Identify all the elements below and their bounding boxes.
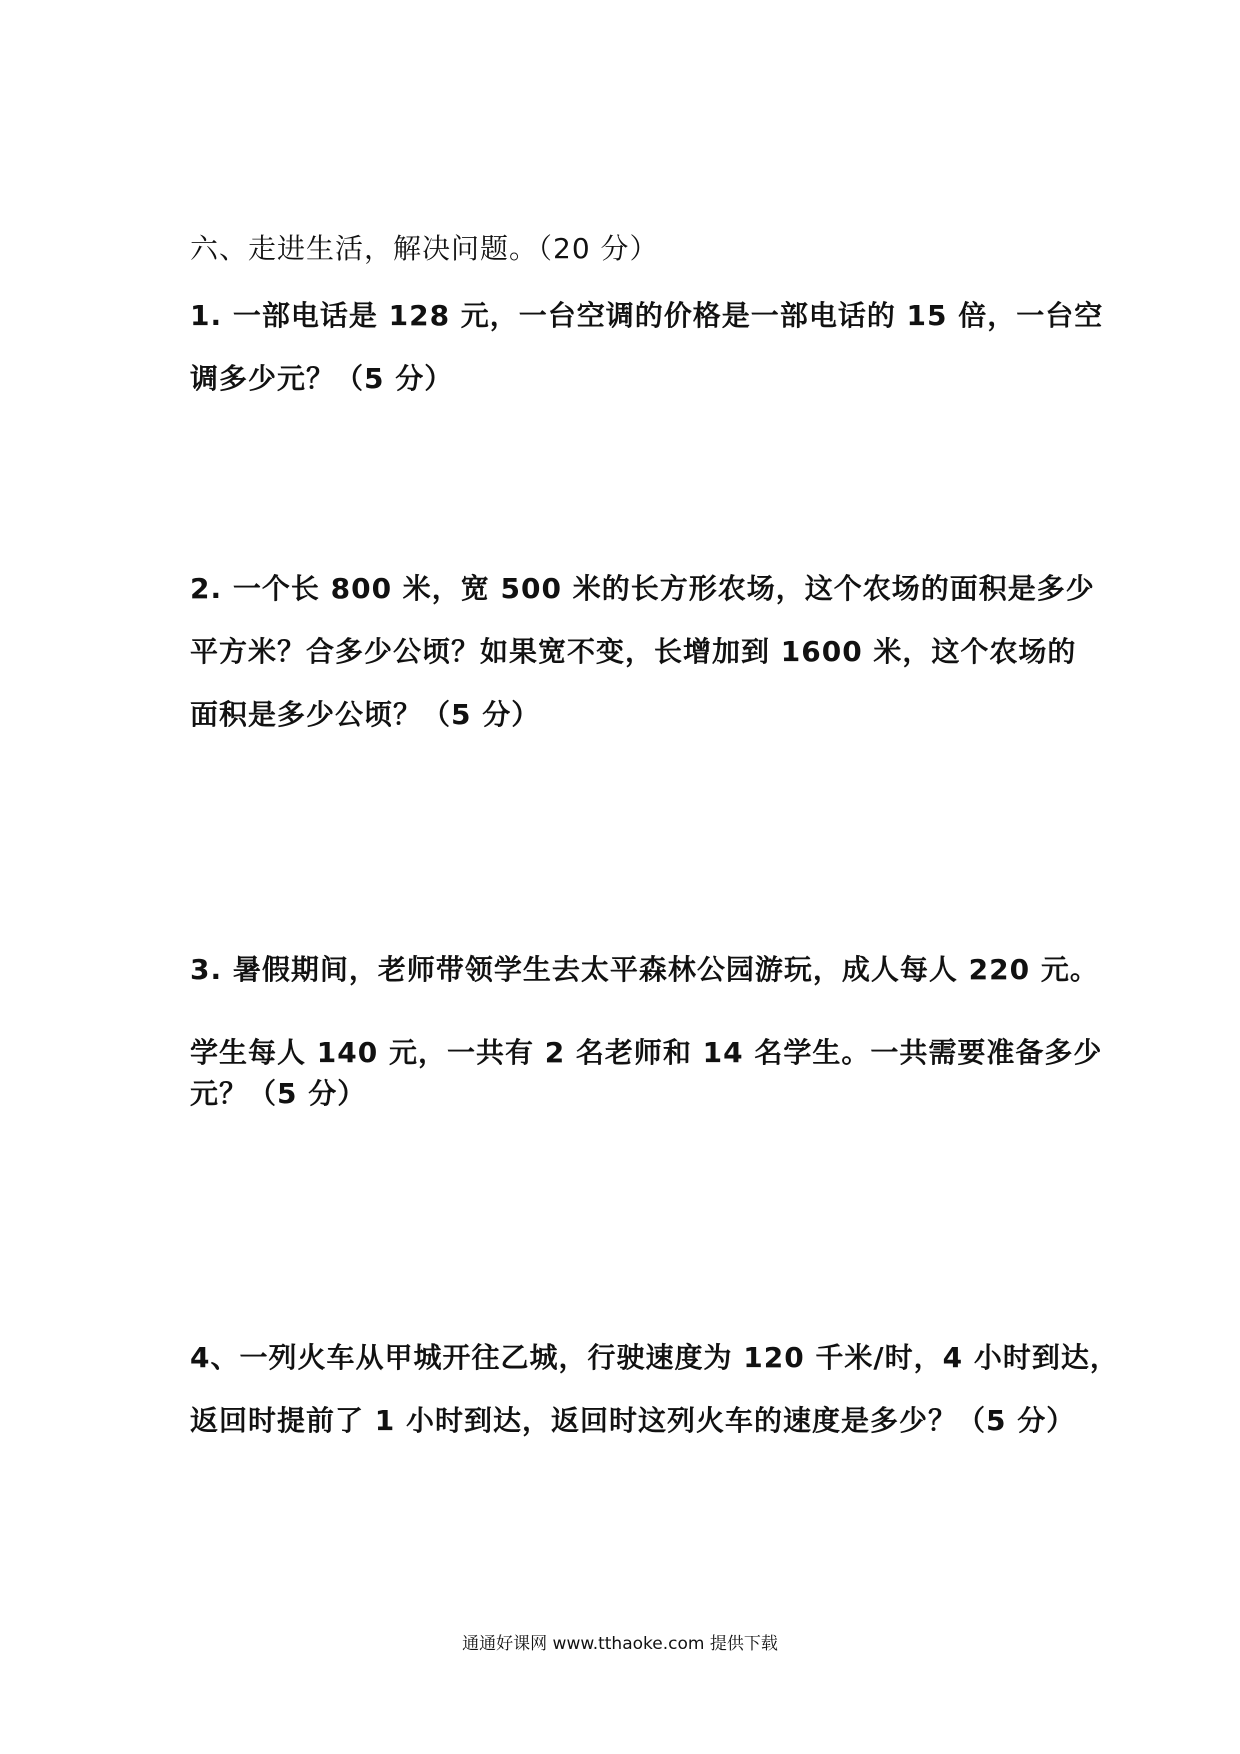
section-title: 六、走进生活，解决问题。（20 分）	[190, 232, 659, 265]
question-1-line-1: 1. 一部电话是 128 元，一台空调的价格是一部电话的 15 倍，一台空	[190, 299, 1104, 332]
question-3-line-2: 学生每人 140 元，一共有 2 名老师和 14 名学生。一共需要准备多少	[190, 1036, 1103, 1069]
question-2-line-3: 面积是多少公顷？（5 分）	[190, 698, 541, 731]
question-4-line-1: 4、一列火车从甲城开往乙城，行驶速度为 120 千米/时，4 小时到达，	[190, 1341, 1119, 1374]
question-3-line-1: 3. 暑假期间，老师带领学生去太平森林公园游玩，成人每人 220 元。	[190, 953, 1099, 986]
footer-text: 通通好课网 www.tthaoke.com 提供下载	[462, 1634, 778, 1654]
question-2-line-2: 平方米？合多少公顷？如果宽不变，长增加到 1600 米，这个农场的	[190, 635, 1077, 668]
question-3-line-3: 元？（5 分）	[190, 1077, 367, 1110]
question-1-line-2: 调多少元？（5 分）	[190, 362, 454, 395]
question-4-line-2: 返回时提前了 1 小时到达，返回时这列火车的速度是多少？（5 分）	[190, 1404, 1076, 1437]
question-2-line-1: 2. 一个长 800 米，宽 500 米的长方形农场，这个农场的面积是多少	[190, 572, 1095, 605]
